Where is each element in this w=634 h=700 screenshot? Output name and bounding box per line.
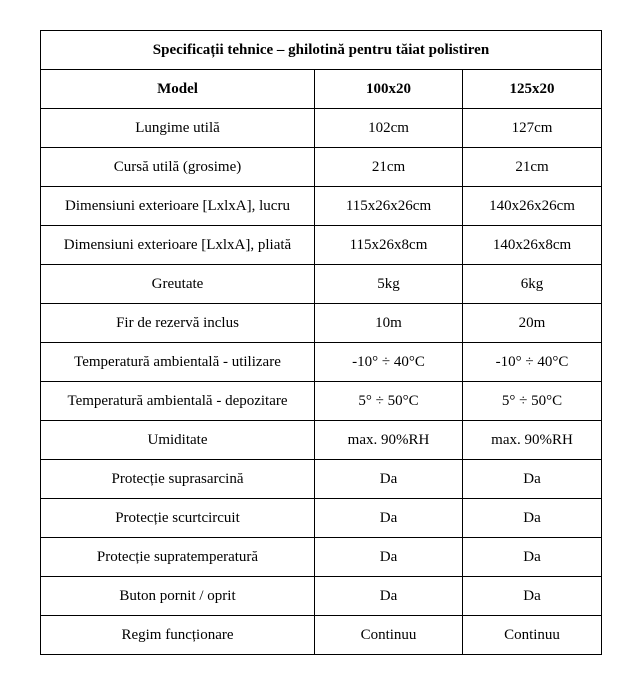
value-125x20: 20m	[463, 304, 602, 343]
row-label: Buton pornit / oprit	[41, 577, 315, 616]
table-row	[41, 460, 602, 499]
value-125x20: 6kg	[463, 265, 602, 304]
value-100x20: 10m	[315, 304, 463, 343]
table-row	[41, 304, 602, 343]
value-100x20: 115x26x26cm	[315, 187, 463, 226]
value-125x20: 21cm	[463, 148, 602, 187]
table-row	[41, 421, 602, 460]
value-125x20: 140x26x8cm	[463, 226, 602, 265]
value-100x20: 115x26x8cm	[315, 226, 463, 265]
value-125x20: Da	[463, 460, 602, 499]
value-125x20: 5° ÷ 50°C	[463, 382, 602, 421]
value-125x20: Da	[463, 499, 602, 538]
title-row	[41, 31, 602, 70]
spec-body	[41, 109, 602, 655]
value-100x20: -10° ÷ 40°C	[315, 343, 463, 382]
value-125x20: 140x26x26cm	[463, 187, 602, 226]
value-100x20: Continuu	[315, 616, 463, 655]
header-125x20: 125x20	[463, 70, 602, 109]
header-100x20: 100x20	[315, 70, 463, 109]
row-label: Greutate	[41, 265, 315, 304]
table-row	[41, 499, 602, 538]
row-label: Umiditate	[41, 421, 315, 460]
table-row	[41, 265, 602, 304]
table-row	[41, 382, 602, 421]
value-100x20: 102cm	[315, 109, 463, 148]
row-label: Dimensiuni exterioare [LxlxA], pliată	[41, 226, 315, 265]
row-label: Temperatură ambientală - utilizare	[41, 343, 315, 382]
value-100x20: max. 90%RH	[315, 421, 463, 460]
header-model: Model	[41, 70, 315, 109]
row-label: Regim funcționare	[41, 616, 315, 655]
row-label: Cursă utilă (grosime)	[41, 148, 315, 187]
table-title: Specificații tehnice – ghilotină pentru tăiat polistiren	[41, 31, 602, 70]
value-125x20: Continuu	[463, 616, 602, 655]
value-100x20: Da	[315, 499, 463, 538]
table-row	[41, 109, 602, 148]
value-125x20: -10° ÷ 40°C	[463, 343, 602, 382]
value-125x20: 127cm	[463, 109, 602, 148]
value-100x20: 5kg	[315, 265, 463, 304]
table-row	[41, 187, 602, 226]
table-row	[41, 538, 602, 577]
table-row	[41, 148, 602, 187]
value-100x20: Da	[315, 577, 463, 616]
table-row	[41, 226, 602, 265]
value-125x20: Da	[463, 538, 602, 577]
value-100x20: 21cm	[315, 148, 463, 187]
row-label: Protecție scurtcircuit	[41, 499, 315, 538]
row-label: Temperatură ambientală - depozitare	[41, 382, 315, 421]
row-label: Fir de rezervă inclus	[41, 304, 315, 343]
table-row	[41, 616, 602, 655]
value-100x20: 5° ÷ 50°C	[315, 382, 463, 421]
value-100x20: Da	[315, 460, 463, 499]
spec-table	[40, 30, 602, 655]
row-label: Dimensiuni exterioare [LxlxA], lucru	[41, 187, 315, 226]
table-row	[41, 577, 602, 616]
row-label: Protecție supratemperatură	[41, 538, 315, 577]
value-125x20: Da	[463, 577, 602, 616]
value-125x20: max. 90%RH	[463, 421, 602, 460]
table-row	[41, 343, 602, 382]
row-label: Protecție suprasarcină	[41, 460, 315, 499]
header-row	[41, 70, 602, 109]
row-label: Lungime utilă	[41, 109, 315, 148]
value-100x20: Da	[315, 538, 463, 577]
